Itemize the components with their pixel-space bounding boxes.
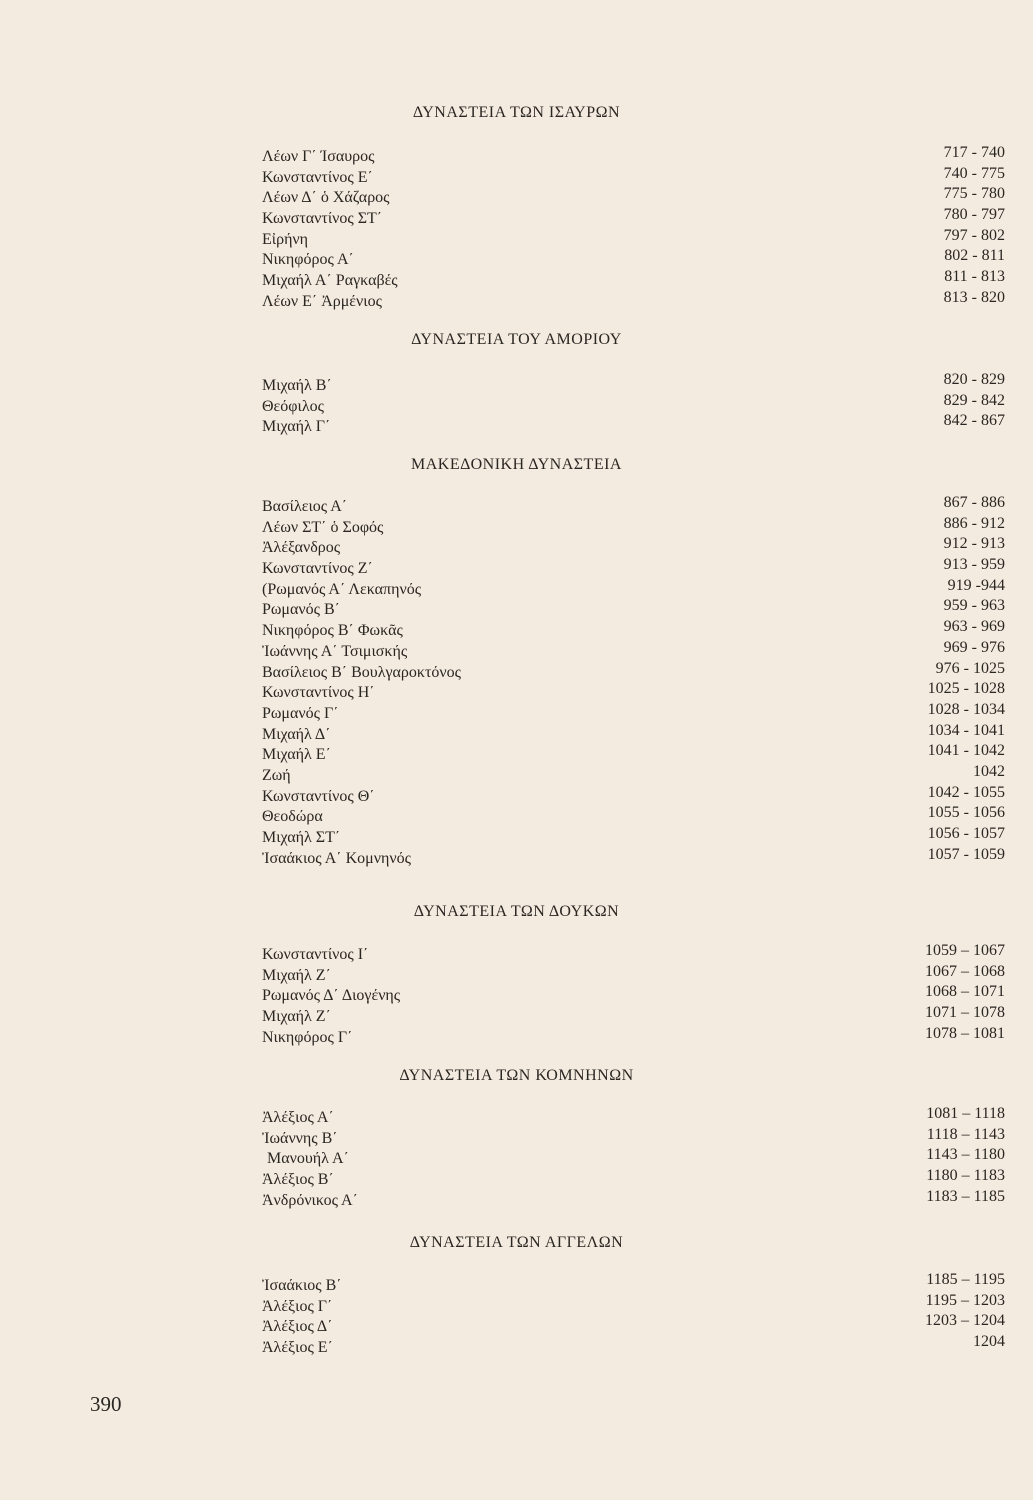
ruler-name: Λέων ΣΤ΄ ὁ Σοφός <box>262 518 384 536</box>
reign-years: 1183 – 1185 <box>926 1187 1005 1205</box>
ruler-name: Βασίλειος Α΄ <box>262 498 348 515</box>
ruler-name: Ἀλέξανδρος <box>262 539 341 557</box>
reign-years: 1204 <box>973 1333 1005 1351</box>
reign-years: 1203 – 1204 <box>925 1312 1005 1330</box>
page-number: 390 <box>90 1392 122 1416</box>
reign-years-komnenos <box>926 1104 1005 1207</box>
reign-years-isaurians <box>944 143 1005 309</box>
ruler-name: Θεοδώρα <box>262 808 323 826</box>
ruler-name: Ἀλέξιος Γ΄ <box>262 1297 333 1315</box>
reign-years: 1180 – 1183 <box>926 1167 1005 1185</box>
reign-years: 1068 – 1071 <box>925 983 1005 1001</box>
reign-years: 969 - 976 <box>943 638 1005 656</box>
reign-years: 867 - 886 <box>943 494 1005 511</box>
ruler-names-macedonian <box>262 497 461 869</box>
ruler-name: Νικηφόρος Γ΄ <box>262 1028 353 1046</box>
ruler-name: Ἰωάννης Β΄ <box>262 1129 338 1147</box>
reign-years: 802 - 811 <box>944 247 1005 265</box>
ruler-names-komnenos <box>262 1108 358 1211</box>
reign-years: 1081 – 1118 <box>926 1105 1005 1122</box>
ruler-name: Νικηφόρος Β΄ Φωκᾶς <box>262 622 403 640</box>
ruler-name: Ἀλέξιος Α΄ <box>262 1109 334 1126</box>
ruler-name: Θεόφιλος <box>262 397 324 415</box>
reign-years: 912 - 913 <box>943 535 1005 553</box>
ruler-name: Εἰρήνη <box>262 230 309 248</box>
section-heading-doukas: ΔΥΝΑΣΤΕΙΑ ΤΩΝ ΔΟΥΚΩΝ <box>413 903 620 920</box>
ruler-name: Μιχαήλ Δ΄ <box>262 725 331 743</box>
ruler-names-angelos <box>262 1276 342 1359</box>
reign-years: 797 - 802 <box>943 226 1005 244</box>
reign-years: 1042 - 1055 <box>927 783 1005 801</box>
reign-years: 842 - 867 <box>943 412 1005 430</box>
reign-years: 829 - 842 <box>943 391 1005 409</box>
reign-years: 717 - 740 <box>943 144 1005 161</box>
reign-years: 963 - 969 <box>943 618 1005 636</box>
reign-years: 959 - 963 <box>943 597 1005 615</box>
ruler-name: Μιχαήλ Ε΄ <box>262 746 331 764</box>
section-heading-amorian: ΔΥΝΑΣΤΕΙΑ ΤΟΥ ΑΜΟΡΙΟΥ <box>411 331 622 348</box>
ruler-name: Ἰσαάκιος Β΄ <box>262 1277 342 1294</box>
ruler-name: Κωνσταντίνος Θ΄ <box>262 787 375 805</box>
ruler-name: Λέων Δ΄ ὁ Χάζαρος <box>262 189 390 207</box>
reign-years: 886 - 912 <box>943 514 1005 532</box>
ruler-name: Μιχαήλ Β΄ <box>262 377 332 394</box>
ruler-name: Κωνσταντίνος Ι΄ <box>262 946 369 963</box>
ruler-name: Βασίλειος Β΄ Βουλγαροκτόνος <box>262 663 461 681</box>
ruler-names-doukas <box>262 945 400 1048</box>
reign-years: 1042 <box>973 762 1005 780</box>
reign-years: 1195 – 1203 <box>925 1291 1005 1309</box>
reign-years: 1059 – 1067 <box>925 942 1005 959</box>
ruler-name: Ἰωάννης Α΄ Τσιμισκής <box>262 642 408 660</box>
reign-years: 811 - 813 <box>944 268 1005 286</box>
reign-years: 1055 - 1056 <box>927 804 1005 822</box>
reign-years: 740 - 775 <box>943 164 1005 182</box>
reign-years: 780 - 797 <box>943 206 1005 224</box>
reign-years: 919 -944 <box>947 576 1005 594</box>
reign-years-amorian <box>944 370 1005 432</box>
ruler-name: Λέων Γ΄ Ίσαυρος <box>262 148 375 165</box>
ruler-name: Κωνσταντίνος Ζ΄ <box>262 560 373 578</box>
ruler-name: Μιχαήλ Ζ΄ <box>262 1008 331 1026</box>
reign-years: 1057 - 1059 <box>927 845 1005 863</box>
ruler-name: (Ρωμανός Α΄ Λεκαπηνός <box>262 580 422 598</box>
ruler-name: Κωνσταντίνος Ε΄ <box>262 168 373 186</box>
reign-years: 1071 – 1078 <box>925 1004 1005 1022</box>
ruler-name: Ἀλέξιος Δ΄ <box>262 1318 333 1336</box>
reign-years: 1067 – 1068 <box>925 962 1005 980</box>
section-heading-komnenos: ΔΥΝΑΣΤΕΙΑ ΤΩΝ ΚΟΜΝΗΝΩΝ <box>399 1067 634 1084</box>
ruler-name: Ἀλέξιος Β΄ <box>262 1171 334 1189</box>
reign-years: 1185 – 1195 <box>926 1271 1005 1288</box>
ruler-name: Ρωμανός Β΄ <box>262 601 340 619</box>
reign-years: 1118 – 1143 <box>926 1125 1005 1143</box>
section-heading-angelos: ΔΥΝΑΣΤΕΙΑ ΤΩΝ ΑΓΓΕΛΩΝ <box>409 1234 624 1251</box>
reign-years: 1028 - 1034 <box>927 700 1005 718</box>
reign-years-macedonian <box>928 493 1005 865</box>
reign-years-doukas <box>925 941 1005 1044</box>
ruler-name: Ἀλέξιος Ε΄ <box>262 1339 333 1357</box>
ruler-name: Μιχαήλ Ζ΄ <box>262 966 331 984</box>
ruler-name: Ζωή <box>262 766 291 784</box>
reign-years: 775 - 780 <box>943 185 1005 203</box>
ruler-name: Μιχαήλ Γ΄ <box>262 418 331 436</box>
ruler-name: Ἀνδρόνικος Α΄ <box>262 1191 358 1209</box>
reign-years: 1143 – 1180 <box>926 1146 1005 1164</box>
section-heading-macedonian: ΜΑΚΕΔΟΝΙΚΗ ΔΥΝΑΣΤΕΙΑ <box>411 456 622 473</box>
reign-years: 1078 – 1081 <box>925 1024 1005 1042</box>
ruler-name: Μανουήλ Α΄ <box>267 1150 349 1168</box>
ruler-name: Ἰσαάκιος Α΄ Κομνηνός <box>262 849 411 867</box>
reign-years-angelos <box>925 1270 1005 1353</box>
ruler-name: Κωνσταντίνος Η΄ <box>262 684 375 702</box>
reign-years: 1041 - 1042 <box>927 742 1005 760</box>
reign-years: 820 - 829 <box>943 371 1005 388</box>
section-heading-isaurians: ΔΥΝΑΣΤΕΙΑ ΤΩΝ ΙΣΑΥΡΩΝ <box>412 104 621 121</box>
ruler-name: Νικηφόρος Α΄ <box>262 251 354 269</box>
ruler-name: Μιχαήλ ΣΤ΄ <box>262 829 341 846</box>
reign-years: 1025 - 1028 <box>927 680 1005 698</box>
ruler-name: Ρωμανός Γ΄ <box>262 704 339 722</box>
ruler-name: Ρωμανός Δ΄ Διογένης <box>262 987 401 1005</box>
ruler-name: Λέων Ε΄ Ἀρμένιος <box>262 292 382 310</box>
reign-years: 913 - 959 <box>943 556 1005 574</box>
reign-years: 1056 - 1057 <box>927 825 1005 842</box>
reign-years: 813 - 820 <box>943 288 1005 306</box>
ruler-names-amorian <box>262 376 332 438</box>
reign-years: 976 - 1025 <box>935 659 1005 677</box>
ruler-name: Κωνσταντίνος ΣΤ΄ <box>262 210 383 228</box>
ruler-names-isaurians <box>262 147 398 313</box>
reign-years: 1034 - 1041 <box>927 721 1005 739</box>
ruler-name: Μιχαήλ Α΄ Ραγκαβές <box>262 272 398 290</box>
